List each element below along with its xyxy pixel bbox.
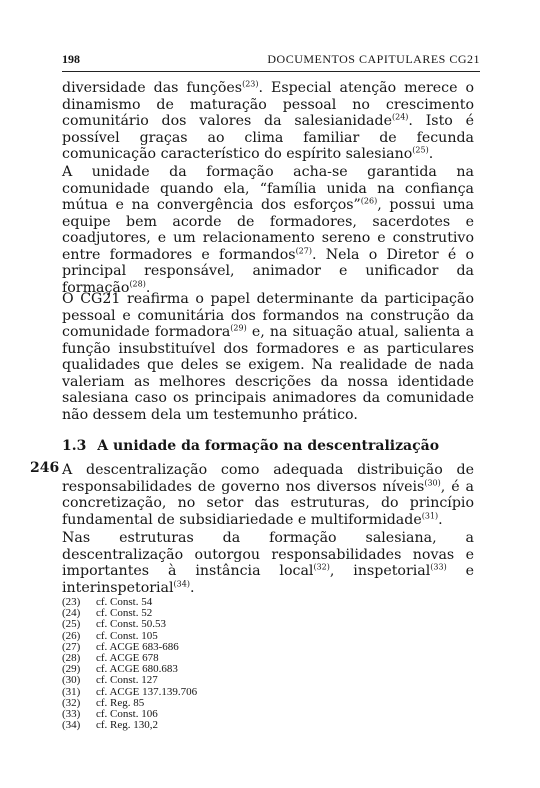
paragraph-text — [62, 291, 474, 423]
section-number: 1.3 — [62, 438, 87, 454]
footnote-reference: cf. ACGE 683-686 — [96, 640, 179, 653]
paragraph — [62, 291, 474, 423]
text-run: A unidade da formação acha-se garantida na comunidade quando ela, “família unida na confiança mútua e na convergência dos esforços” — [62, 164, 474, 213]
paragraph — [62, 462, 474, 528]
footnote-number: (33) — [62, 708, 81, 721]
footnote-number: (26) — [62, 629, 81, 642]
text-run: , possui uma equipe bem acorde de formadores, sacerdotes e coadjutores, e um relacionamento sereno e construtivo entre formadores e formandos — [62, 197, 474, 263]
footnote-reference: cf. Const. 50.53 — [96, 618, 166, 631]
footnote-reference: cf. ACGE 680.683 — [96, 663, 178, 676]
footnote-marker: (30) — [424, 477, 441, 487]
footnote-reference: cf. Const. 106 — [96, 708, 158, 721]
footnote-reference: cf. ACGE 678 — [96, 652, 159, 665]
margin-number: 246 — [30, 460, 60, 476]
paragraph — [62, 530, 474, 596]
footnote-item — [62, 619, 197, 630]
text-run: . Nela o Diretor é o principal responsável, animador e unificador da formação — [62, 246, 474, 296]
footnote-number: (27) — [62, 640, 81, 653]
running-title: DOCUMENTOS CAPITULARES CG21 — [267, 52, 480, 66]
footnote-marker: (23) — [242, 79, 259, 89]
text-run: . — [428, 146, 434, 162]
text-run: e interinspetorial — [62, 563, 474, 596]
footnote-marker: (28) — [129, 278, 146, 288]
text-run: , inspetorial — [329, 563, 431, 579]
section-title: A unidade da formação na descentralização — [97, 438, 440, 454]
footnote-marker: (32) — [313, 562, 330, 572]
footnote-number: (29) — [62, 663, 81, 676]
footnote-reference: cf. Reg. 130,2 — [96, 719, 159, 732]
header-rule — [62, 71, 480, 72]
text-run: . — [438, 511, 443, 528]
footnote-item — [62, 675, 197, 686]
footnote-marker: (31) — [421, 510, 439, 520]
footnote-number: (28) — [62, 652, 81, 665]
text-run: diversidade das funções — [62, 80, 243, 96]
footnote-marker: (26) — [360, 196, 378, 206]
text-run: . — [145, 279, 151, 296]
footnote-reference: cf. ACGE 137.139.706 — [96, 685, 198, 698]
footnote-reference: cf. Const. 127 — [96, 674, 158, 687]
footnote-number: (24) — [62, 607, 81, 620]
text-run: Nas estruturas da formação salesiana, a descentralização outorgou responsabilidades novas e importantes à instância local — [62, 530, 474, 579]
footnote-number: (32) — [62, 696, 81, 709]
text-run: , é a concretização, no setor das estruturas, do princípio fundamental de subsidiariedade e multiformidade — [62, 478, 474, 528]
footnote-marker: (33) — [430, 562, 447, 572]
footnotes — [62, 597, 197, 731]
text-run: . Isto é possível graças ao clima familiar de fecunda comunicação característico do espírito salesiano — [62, 113, 474, 162]
paragraph-text — [62, 164, 474, 296]
footnote-number: (23) — [62, 596, 81, 608]
page-header — [62, 52, 480, 70]
footnote-marker: (34) — [173, 578, 190, 588]
footnote-marker: (29) — [230, 323, 247, 333]
text-run: A descentralização como adequada distribuição de responsabilidades de governo nos diversos níveis — [62, 462, 474, 495]
page-number: 198 — [62, 52, 80, 66]
footnote-item — [62, 720, 197, 731]
paragraph-text — [62, 530, 474, 596]
footnote-reference: cf. Const. 105 — [96, 629, 158, 642]
text-run: e, na situação atual, salienta a função insubstituível dos formadores e as particulares qualidades que deles se exigem. Na realidade de nada valeriam as melhores descrições da nossa identidade salesiana caso os principais animadores da comunidade não dessem dela um testemunho prático. — [62, 324, 474, 423]
footnote-reference: cf. Reg. 85 — [96, 696, 145, 709]
footnote-marker: (25) — [412, 145, 429, 155]
footnote-number: (30) — [62, 674, 81, 687]
footnote-marker: (24) — [391, 112, 409, 122]
footnote-number: (25) — [62, 618, 81, 631]
footnote-reference: cf. Const. 54 — [96, 596, 153, 608]
footnote-marker: (27) — [295, 245, 312, 255]
paragraph — [62, 80, 474, 163]
footnote-number: (31) — [62, 685, 81, 698]
paragraph-text — [62, 80, 474, 163]
footnote-number: (34) — [62, 719, 81, 732]
paragraph-text — [62, 462, 474, 528]
footnote-reference: cf. Const. 52 — [96, 607, 153, 620]
text-run: . Especial atenção merece o dinamismo de maturação pessoal no crescimento comunitário dos valores da salesianidade — [62, 80, 474, 129]
section-heading — [62, 438, 439, 454]
text-run: . — [189, 579, 195, 596]
text-run: O CG21 reafirma o papel determinante da participação pessoal e comunitária dos formandos na construção da comunidade formadora — [62, 291, 474, 340]
paragraph — [62, 164, 474, 296]
